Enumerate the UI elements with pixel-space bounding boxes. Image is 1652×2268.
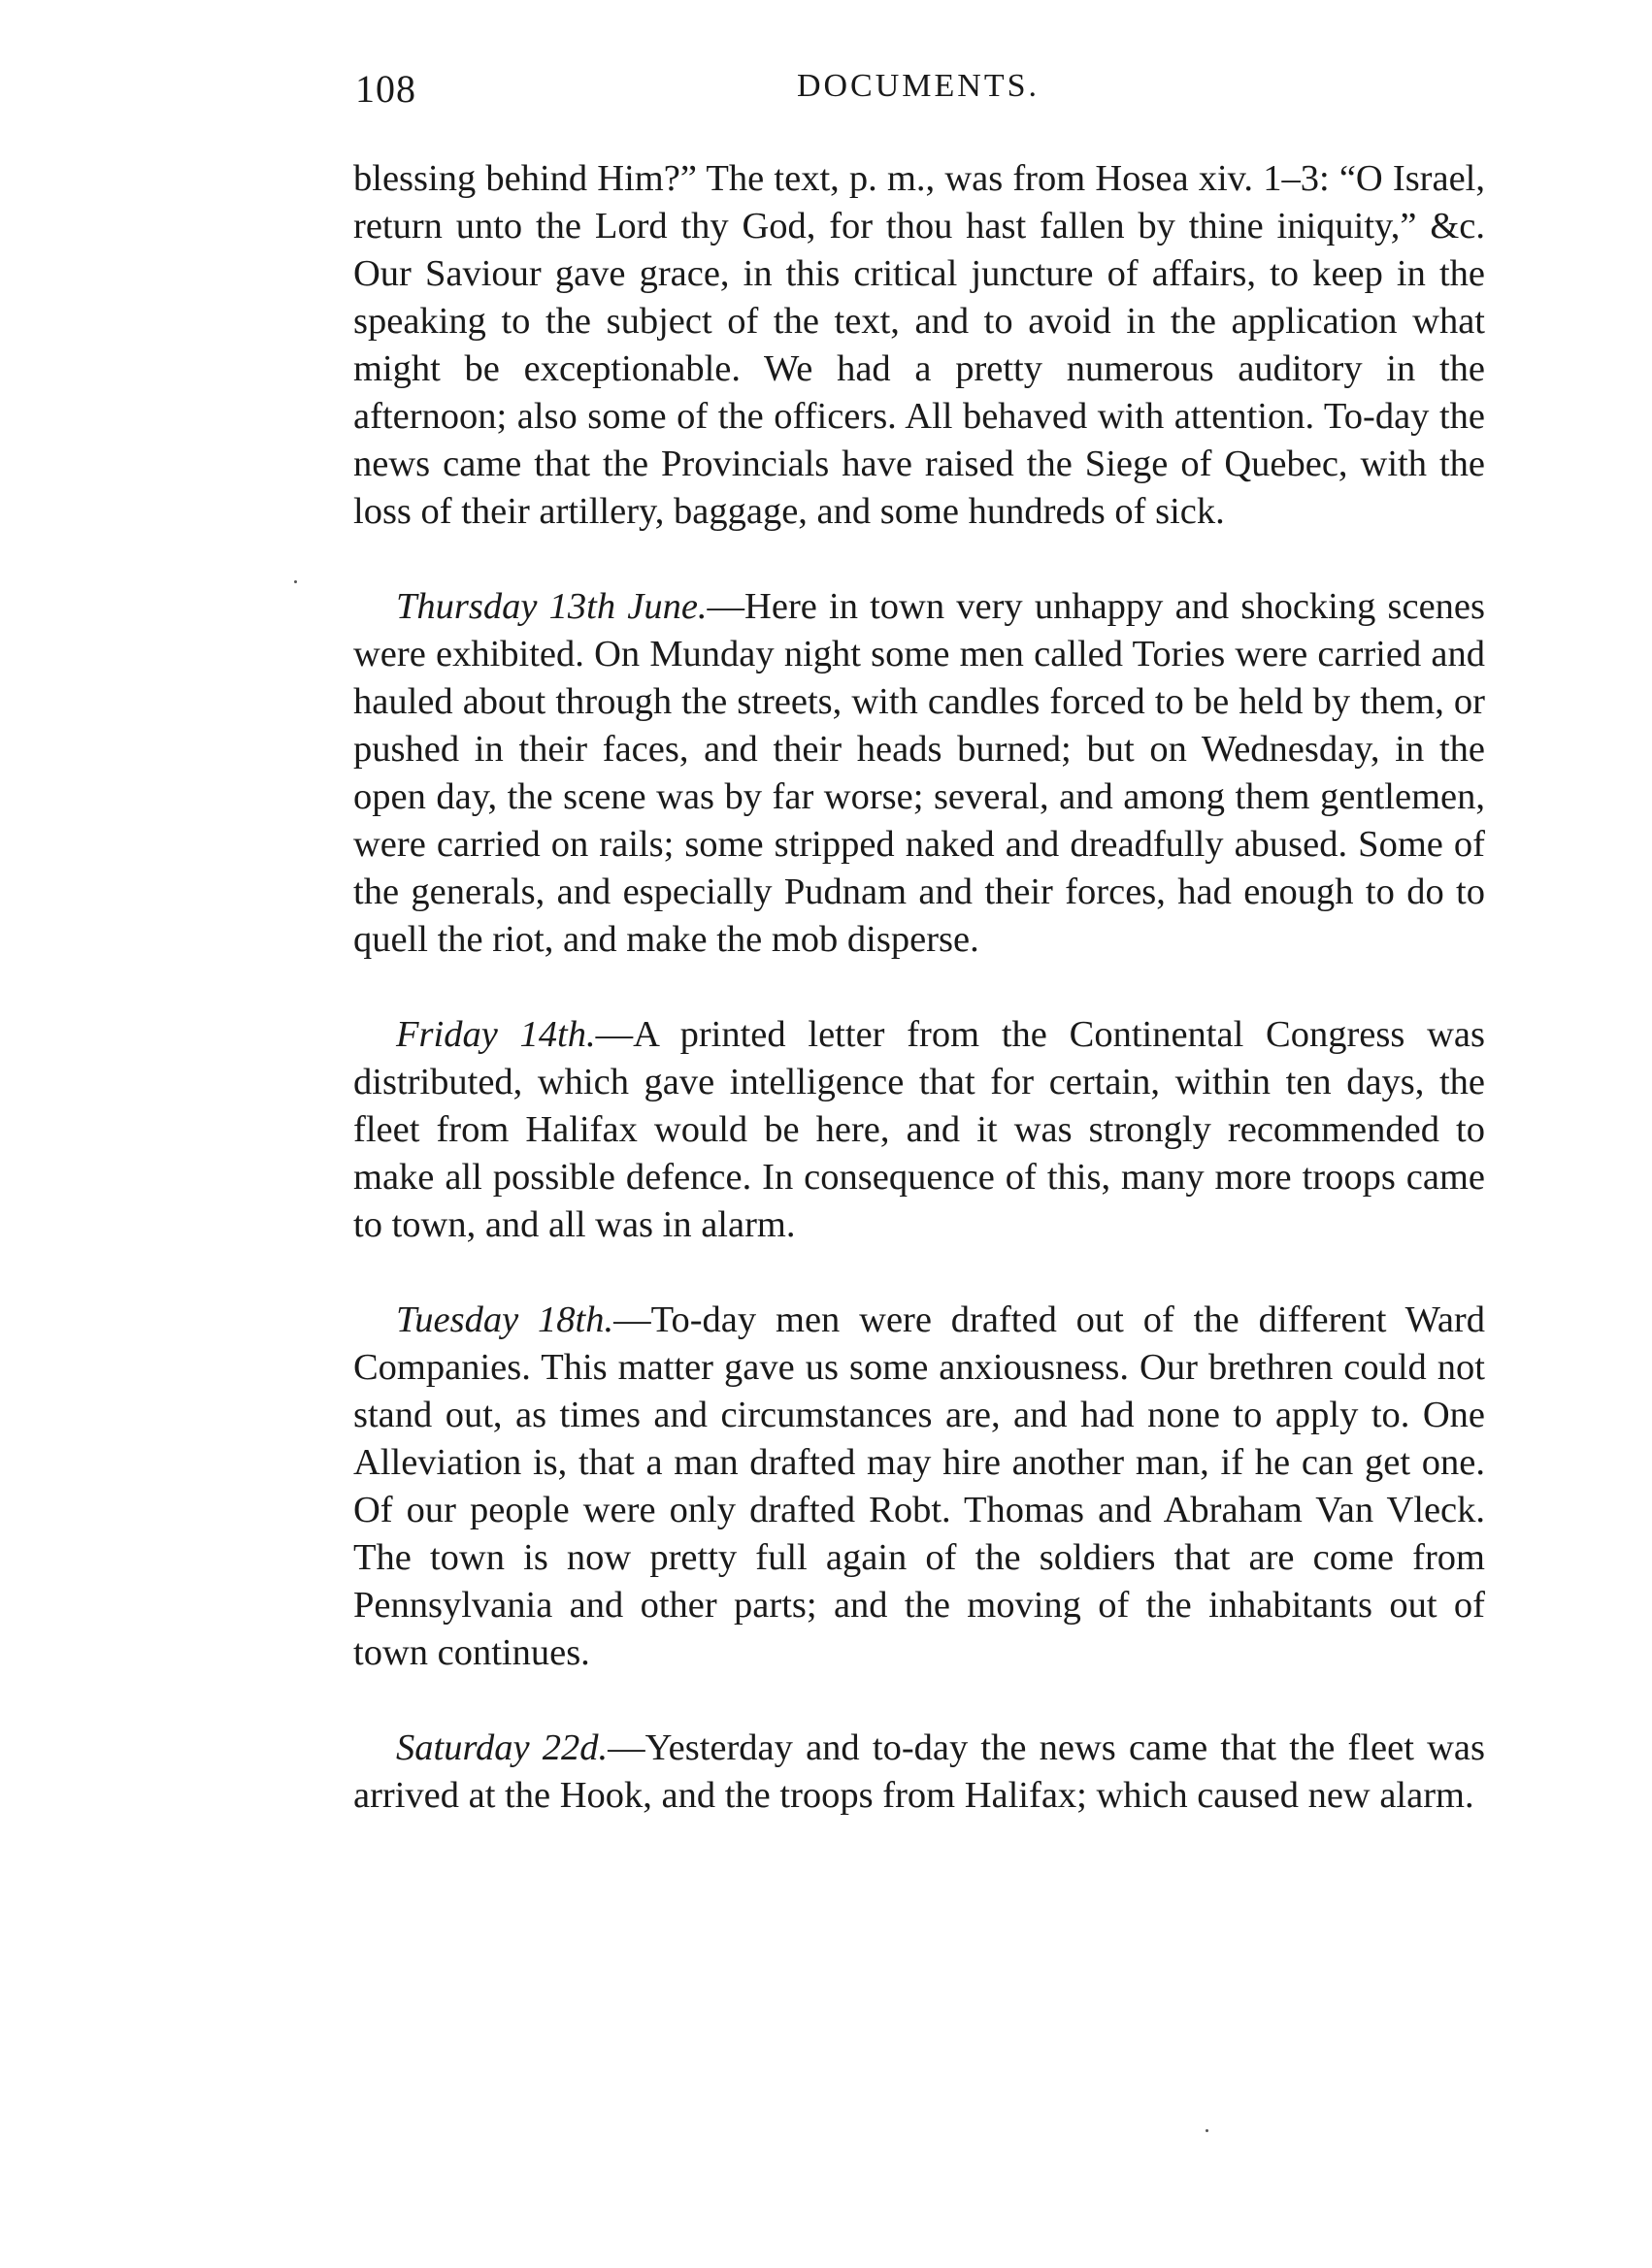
paragraph-text: blessing behind Him?” The text, p. m., was from Hosea xiv. 1–3: “O Israel, return unto the Lord thy God, for thou hast fallen by thine iniquity,” &c. Our Saviour gave grace, in this critical juncture of affairs, to keep in the speaking to the subject of the text, and to avoid in the application what might be exceptionable. We had a pretty numerous auditory in the afternoon; also some of the officers. All behaved with attention. To-day the news came that the Provincials have raised the Siege of Quebec, with the loss of their artillery, baggage, and some hundreds of sick. (353, 158, 1485, 532)
running-title: DOCUMENTS. (796, 68, 1041, 104)
entry-text: —Yesterday and to-day the news came that the fleet was arrived at the Hook, and the troops from Halifax; which caused new alarm. (353, 1727, 1486, 1816)
diary-entry-tuesday (353, 1297, 1485, 1677)
page-number: 108 (355, 67, 416, 111)
entry-text: —A printed letter from the Continental Congress was distributed, which gave intelligence that for certain, within ten days, the fleet from Halifax would be here, and it was strongly recommended to make all possible defence. In consequence of this, many more troops came to town, and all was in alarm. (353, 1014, 1485, 1245)
entry-text: —To-day men were drafted out of the different Ward Companies. This matter gave us some anxiousness. Our brethren could not stand out, as times and circumstances are, and had none to apply to. One Alleviation is, that a man drafted may hire another man, if he can get one. Of our people were only drafted Robt. Thomas and Abraham Van Vleck. The town is now pretty full again of the soldiers that are come from Pennsylvania and other parts; and the moving of the inhabitants out of town continues. (353, 1299, 1485, 1673)
diary-entry-friday (353, 1011, 1485, 1249)
diary-entry-thursday (353, 583, 1485, 964)
entry-date: Tuesday 18th. (396, 1299, 614, 1340)
body-text (353, 155, 1485, 1820)
paragraph-continuation (353, 155, 1485, 536)
scan-speck (1206, 2129, 1208, 2132)
scan-speck (294, 580, 297, 583)
diary-entry-saturday (353, 1725, 1485, 1820)
entry-date: Saturday 22d. (396, 1727, 609, 1768)
entry-date: Friday 14th. (396, 1014, 596, 1055)
entry-text: —Here in town very unhappy and shocking scenes were exhibited. On Munday night some men called Tories were carried and hauled about through the streets, with candles forced to be held by them, or pushed in their faces, and their heads burned; but on Wednesday, in the open day, the scene was by far worse; several, and among them gentlemen, were carried on rails; some stripped naked and dreadfully abused. Some of the generals, and especially Pudnam and their forces, had enough to do to quell the riot, and make the mob disperse. (353, 586, 1485, 960)
entry-date: Thursday 13th June. (396, 586, 708, 627)
running-head (355, 66, 1481, 120)
